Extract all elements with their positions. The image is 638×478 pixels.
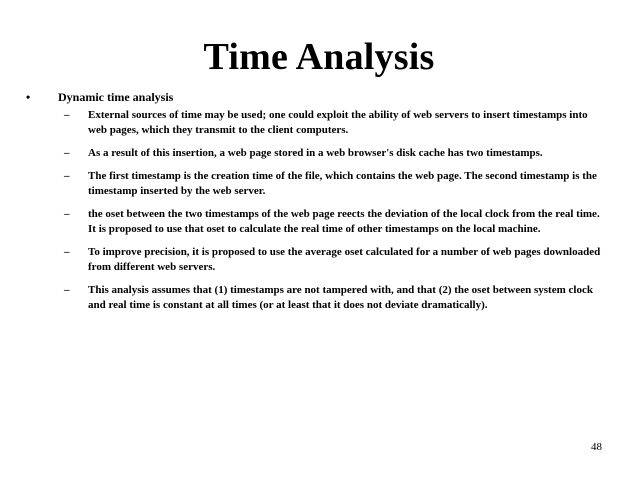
sub-bullet-item: [62, 245, 614, 275]
dash-icon: –: [64, 109, 70, 121]
sub-bullet-text: The first timestamp is the creation time of the file, which contains the web page. The second timestamp is the timestamp inserted by the web server.: [88, 170, 597, 197]
sub-bullet-text: the oset between the two timestamps of the web page reects the deviation of the local clock from the real time. It is proposed to use that oset to calculate the real time of other timestamps on the local machine.: [88, 208, 600, 235]
sub-bullet-item: [62, 207, 614, 237]
bullet-text: Dynamic time analysis: [58, 90, 174, 104]
slide-content: [24, 90, 614, 321]
dash-icon: –: [64, 170, 70, 182]
bullet-item-dynamic-time-analysis: [24, 90, 614, 105]
sub-bullet-text: To improve precision, it is proposed to use the average oset calculated for a number of web pages downloaded from different web servers.: [88, 246, 601, 273]
sub-bullet-item: [62, 283, 614, 313]
sub-bullet-text: As a result of this insertion, a web page stored in a web browser's disk cache has two timestamps.: [88, 147, 543, 159]
dash-icon: –: [64, 208, 70, 220]
sub-bullet-text: External sources of time may be used; one could exploit the ability of web servers to insert timestamps into web pages, which they transmit to the client computers.: [88, 109, 588, 136]
sub-bullet-list: [24, 108, 614, 313]
sub-bullet-item: [62, 146, 614, 161]
dash-icon: –: [64, 147, 70, 159]
sub-bullet-text: This analysis assumes that (1) timestamps are not tampered with, and that (2) the oset between system clock and real time is constant at all times (or at least that it does not deviate dramatically).: [88, 284, 593, 311]
dash-icon: –: [64, 246, 70, 258]
sub-bullet-item: [62, 169, 614, 199]
sub-bullet-item: [62, 108, 614, 138]
dash-icon: –: [64, 284, 70, 296]
page-number: 48: [591, 441, 602, 453]
bullet-icon: •: [26, 90, 31, 104]
slide-title: Time Analysis: [203, 36, 435, 78]
